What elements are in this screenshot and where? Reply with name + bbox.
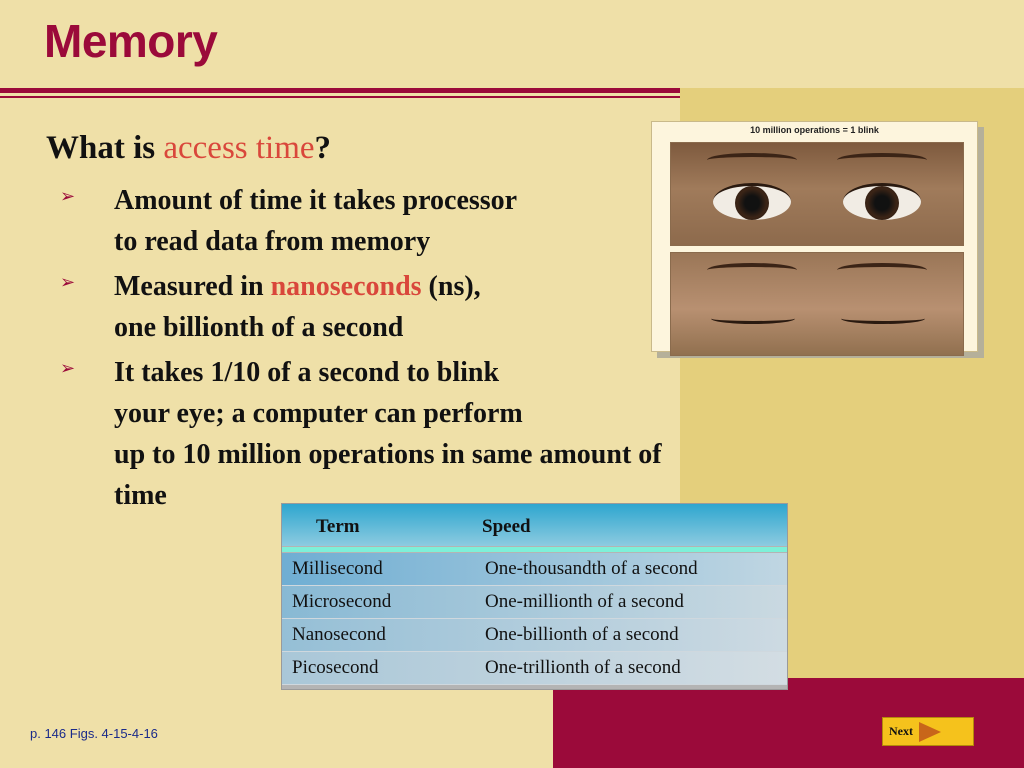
eyebrow-shape xyxy=(837,263,927,277)
table-row xyxy=(282,553,787,586)
question-suffix: ? xyxy=(314,130,332,166)
header-speed: Speed xyxy=(482,516,531,537)
bullet-line: Amount of time it takes processor xyxy=(114,185,518,216)
question-prefix: What is xyxy=(46,130,164,166)
speed-table xyxy=(281,503,788,690)
eyebrow-shape xyxy=(837,153,927,167)
closed-eyelid-shape xyxy=(841,313,925,324)
cell-speed: One-billionth of a second xyxy=(485,624,679,645)
open-eye-shape xyxy=(713,183,791,220)
bullet-line: your eye; a computer can perform xyxy=(114,398,523,429)
table-row xyxy=(282,586,787,619)
header-term: Term xyxy=(316,516,360,537)
cell-term: Nanosecond xyxy=(292,624,386,645)
cell-speed: One-thousandth of a second xyxy=(485,558,698,579)
bullet-line: time xyxy=(114,480,167,511)
arrow-right-icon xyxy=(919,722,941,742)
title-rule-thin xyxy=(0,96,680,98)
eyebrow-shape xyxy=(707,153,797,167)
next-label: Next xyxy=(889,724,913,738)
bullet-line: It takes 1/10 of a second to blink xyxy=(114,357,500,388)
figure-caption: 10 million operations = 1 blink xyxy=(750,125,879,135)
bullet-line: one billionth of a second xyxy=(114,312,404,343)
bullet-line: up to 10 million operations in same amount of xyxy=(114,439,662,470)
next-button[interactable] xyxy=(882,717,974,746)
eyes-open-image xyxy=(670,142,964,246)
arrow-bullet-icon: ➢ xyxy=(60,272,76,293)
cell-term: Millisecond xyxy=(292,558,383,579)
question-highlight: access time xyxy=(163,130,315,166)
closed-eyelid-shape xyxy=(711,313,795,324)
bullet-text: Measured in xyxy=(114,271,271,302)
table-row xyxy=(282,652,787,685)
eyebrow-shape xyxy=(707,263,797,277)
header-accent-line xyxy=(282,547,787,552)
cell-term: Picosecond xyxy=(292,657,379,678)
iris-shape xyxy=(735,186,769,220)
iris-shape xyxy=(865,186,899,220)
cell-speed: One-millionth of a second xyxy=(485,591,684,612)
page-title: Memory xyxy=(44,15,218,67)
table-row xyxy=(282,619,787,652)
open-eye-shape xyxy=(843,183,921,220)
bullet-text: (ns), xyxy=(421,271,481,302)
blink-figure xyxy=(651,121,978,352)
page-reference: p. 146 Figs. 4-15-4-16 xyxy=(30,726,158,741)
cell-term: Microsecond xyxy=(292,591,392,612)
bullet-highlight: nanoseconds xyxy=(270,271,422,302)
arrow-bullet-icon: ➢ xyxy=(60,186,76,207)
title-rule-thick xyxy=(0,88,680,93)
question-heading xyxy=(46,130,331,167)
arrow-bullet-icon: ➢ xyxy=(60,358,76,379)
cell-speed: One-trillionth of a second xyxy=(485,657,681,678)
eyes-closed-image xyxy=(670,252,964,356)
table-header xyxy=(282,504,787,546)
bullet-line: to read data from memory xyxy=(114,226,431,257)
bullet-item xyxy=(60,352,820,516)
